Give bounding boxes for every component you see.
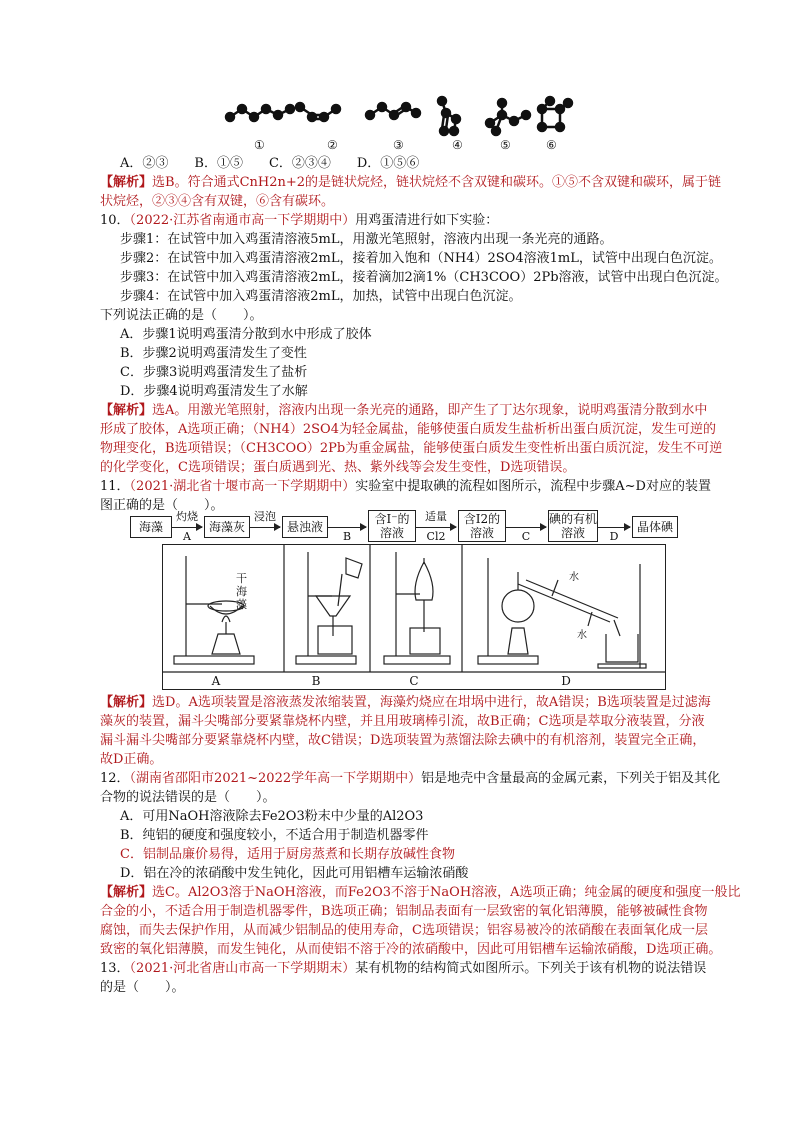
flow-label-d: D <box>609 530 619 543</box>
q13-stem-2: 的是（ ）。 <box>100 980 185 995</box>
q10-option-d: D．步骤4说明鸡蛋清发生了水解 <box>120 384 308 399</box>
flow-label-a-bottom: A <box>183 530 191 543</box>
structure-4 <box>438 97 460 135</box>
q10-ask: 下列说法正确的是（ ）。 <box>100 308 263 323</box>
panel-a-seaweed-label: 干海藻 <box>236 572 247 611</box>
q10-analysis-line-3: 物理变化，B选项错误；（CH3COO）2Pb为重金属盐，能够使蛋白质发生变性析出蛋白质沉淀，发生不可逆 <box>100 441 723 456</box>
q12-option-b: B．纯铝的硬度和强度较小，不适合用于制造机器零件 <box>120 828 429 843</box>
flow-arrow-a <box>172 527 202 528</box>
q11-analysis-line-2: 藻灰的装置，漏斗尖嘴部分要紧靠烧杯内壁，并且用玻璃棒引流，故B正确；C选项是萃取分液装置，分液 <box>100 714 705 729</box>
structure-label-4: ④ <box>452 138 463 152</box>
q10-step-1: 步骤1：在试管中加入鸡蛋清溶液5mL，用激光笔照射，溶液内出现一条光亮的通路。 <box>120 232 613 247</box>
flow-arrow-cl2 <box>416 527 456 528</box>
flow-arrow-c <box>506 527 546 528</box>
flow-box-suspension: 悬浊液 <box>282 516 328 538</box>
q10-step-3: 步骤3：在试管中加入鸡蛋清溶液2mL，接着滴加2滴1%（CH3COO）2Pb溶液，试管中出现白色沉淀。 <box>120 270 728 285</box>
panel-d-water-label-1: 水 <box>569 572 579 583</box>
q12-stem-2: 合物的说法错误的是（ ）。 <box>100 790 276 805</box>
flow-label-c: C <box>521 530 531 543</box>
q10-step-4: 步骤4：在试管中加入鸡蛋清溶液2mL，加热，试管中出现白色沉淀。 <box>120 289 522 304</box>
q11-analysis-line-3: 漏斗漏斗尖嘴部分要紧靠烧杯内壁，故C错误；D选项装置为蒸馏法除去碘中的有机溶剂，装置完全正确， <box>100 733 706 748</box>
flow-box-iodine-solution: 含I2的溶液 <box>458 510 506 542</box>
q9-analysis-line-2: 状烷烃，②③④含有双键，⑥含有碳环。 <box>100 194 335 209</box>
panel-d-label: D <box>561 674 571 688</box>
structure-6 <box>538 97 572 131</box>
structure-label-1: ① <box>254 138 265 152</box>
q12-analysis-line-3: 腐蚀，而失去保护作用，从而减少铝制品的使用寿命，C选项错误；铝容易被冷的浓硝酸在表面氧化成一层 <box>100 923 708 938</box>
q10-analysis-line-2: 形成了胶体，A选项正确；（NH4）2SO4为轻金属盐，能够使蛋白质发生盐析析出蛋白质沉淀，发生可逆的 <box>100 422 716 437</box>
panel-d-water-label-2: 水 <box>577 630 587 641</box>
structure-label-6: ⑥ <box>546 138 557 152</box>
flow-label-amount: 适量 <box>425 510 447 523</box>
q11-analysis-line-4: 故D正确。 <box>100 752 163 767</box>
structure-1 <box>226 105 294 121</box>
panel-b-label: B <box>311 674 321 688</box>
structure-5 <box>486 99 530 135</box>
structure-label-2: ② <box>327 138 338 152</box>
q12-option-c: C．铝制品廉价易得，适用于厨房蒸煮和长期存放碱性食物 <box>120 847 455 862</box>
q12-analysis-line-4: 致密的氧化铝薄膜，而发生钝化，从而使铝不溶于冷的浓硝酸中，因此可用铝槽车运输浓硝酸，D选项正确。 <box>100 942 722 957</box>
panel-a-label: A <box>211 674 221 688</box>
q12-option-d: D．铝在冷的浓硝酸中发生钝化，因此可用铝槽车运输浓硝酸 <box>120 866 469 881</box>
flow-arrow-d <box>598 527 630 528</box>
q10-analysis-line-4: 的化学变化，C选项错误；蛋白质遇到光、热、紫外线等会发生变性，D选项错误。 <box>100 460 576 475</box>
flow-box-organic: 碘的有机溶液 <box>549 512 598 540</box>
flow-box-crystal: 晶体碘 <box>632 516 678 538</box>
flow-box-iodide: 含I⁻的溶液 <box>368 510 416 542</box>
q10-step-2: 步骤2：在试管中加入鸡蛋清溶液2mL，接着加入饱和（NH4）2SO4溶液1mL，试管中出现白色沉淀。 <box>120 251 722 266</box>
q11-analysis-line-1: 【解析】选D。A选项装置是溶液蒸发浓缩装置，海藻灼烧应在坩埚中进行，故A错误；B选项装置是过滤海 <box>100 695 711 710</box>
q13-stem: 13．（2021·河北省唐山市高一下学期期末）某有机物的结构简式如图所示。下列关于该有机物的说法错误 <box>100 961 707 976</box>
flow-label-cl2: Cl2 <box>426 530 446 543</box>
q9-options: A．②③ B．①⑤ C．②③④ D．①⑤⑥ <box>120 156 420 171</box>
flow-label-b: B <box>342 530 352 543</box>
q10-option-b: B．步骤2说明鸡蛋清发生了变性 <box>120 346 307 361</box>
q9-analysis-line-1: 【解析】选B。符合通式CnH2n+2的是链状烷烃，链状烷烃不含双键和碳环。①⑤不含双键和碳环，属于链 <box>100 175 722 190</box>
q11-stem-2: 图正确的是（ ）。 <box>100 498 224 513</box>
flow-box-seaweed: 海藻 <box>130 516 172 538</box>
structure-3 <box>366 103 420 119</box>
q11-stem: 11．（2021·湖北省十堰市高一下学期期中）实验室中提取碘的流程如图所示，流程中步骤A~D对应的装置 <box>100 479 711 494</box>
flow-label-soak: 浸泡 <box>254 510 276 523</box>
flow-arrow-b <box>328 527 366 528</box>
q12-stem: 12．（湖南省邵阳市2021~2022学年高一下学期期中）铝是地壳中含量最高的金属元素，下列关于铝及其化 <box>100 771 721 786</box>
q10-stem: 10．（2022·江苏省南通市高一下学期期中）用鸡蛋清进行如下实验： <box>100 213 499 228</box>
apparatus-drawings <box>162 544 666 690</box>
panel-c-label: C <box>409 674 419 688</box>
flow-arrow-soak <box>250 527 280 528</box>
q10-option-a: A．步骤1说明鸡蛋清分散到水中形成了胶体 <box>120 327 372 342</box>
q12-analysis-line-1: 【解析】选C。Al2O3溶于NaOH溶液，而Fe2O3不溶于NaOH溶液，A选项正确；纯金属的硬度和强度一般比 <box>100 885 741 900</box>
structure-label-5: ⑤ <box>500 138 511 152</box>
q12-analysis-line-2: 合金的小，不适合用于制造机器零件，B选项正确；铝制品表面有一层致密的氧化铝薄膜，能够被碱性食物 <box>100 904 708 919</box>
q10-option-c: C．步骤3说明鸡蛋清发生了盐析 <box>120 365 308 380</box>
structure-2 <box>296 103 340 121</box>
q12-option-a: A．可用NaOH溶液除去Fe2O3粉末中少量的Al2O3 <box>120 809 424 824</box>
q10-analysis-line-1: 【解析】选A。用激光笔照射，溶液内出现一条光亮的通路，即产生了丁达尔现象，说明鸡蛋清分散到水中 <box>100 403 708 418</box>
structure-label-3: ③ <box>393 138 404 152</box>
flow-box-ash: 海藻灰 <box>204 516 250 538</box>
flow-label-a-top: 灼烧 <box>176 510 198 523</box>
